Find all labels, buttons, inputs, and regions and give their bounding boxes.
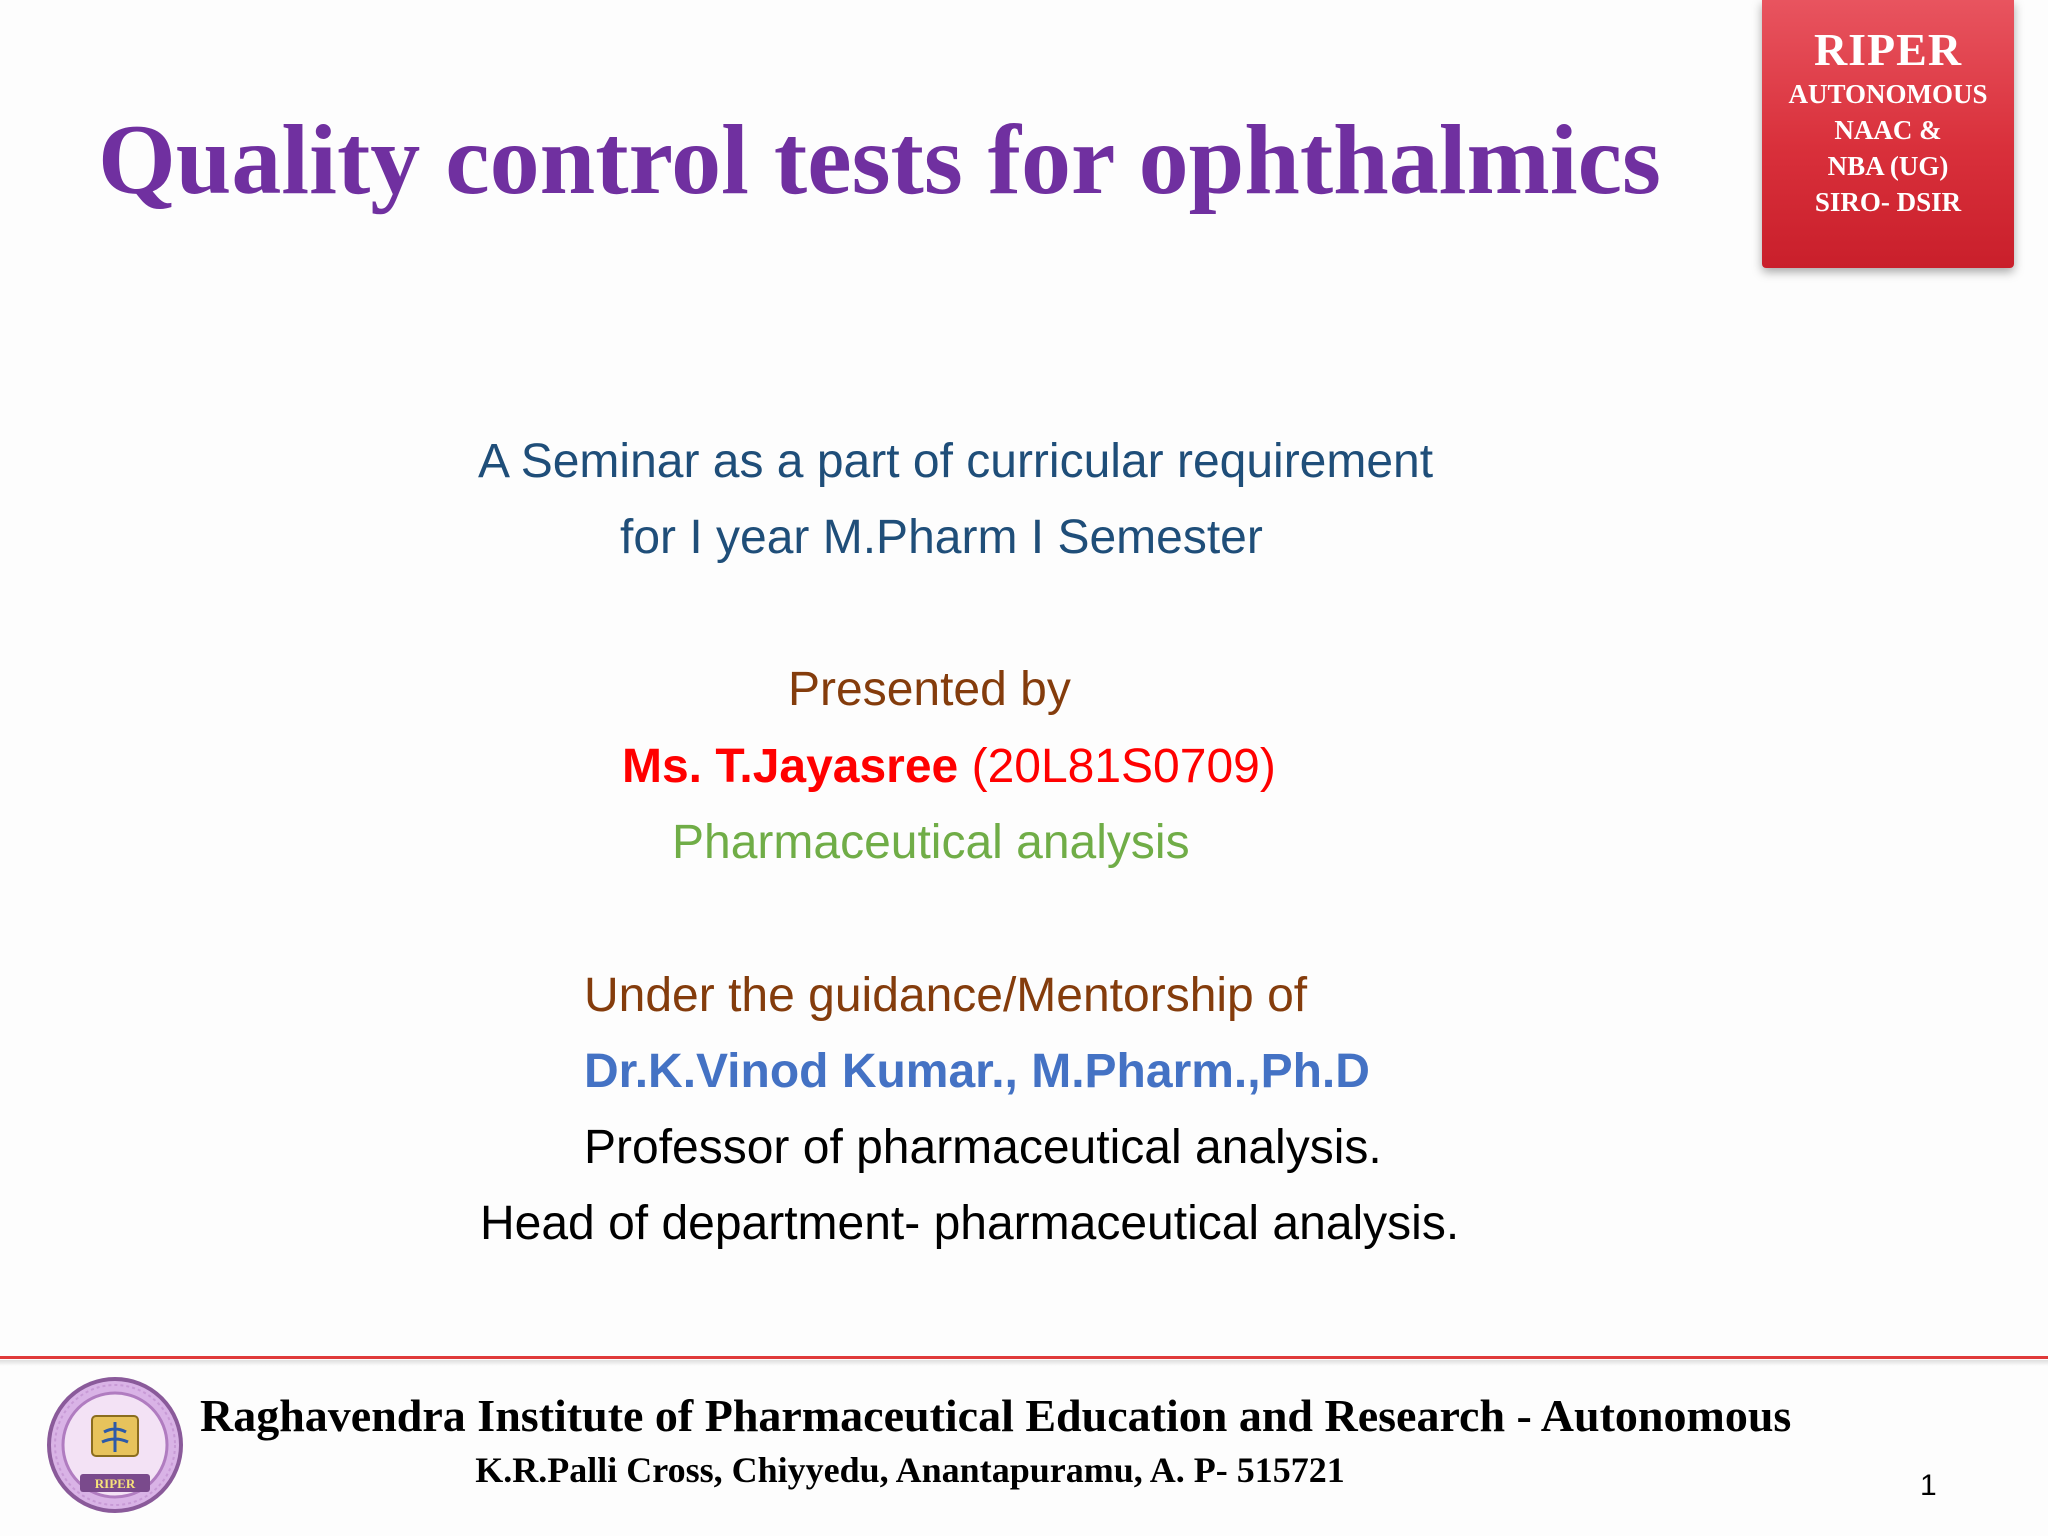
logo-text: RIPER xyxy=(94,1476,136,1491)
badge-line-siro: SIRO- DSIR xyxy=(1814,187,1962,217)
footer-divider xyxy=(0,1356,2048,1359)
badge-line-nba: NBA (UG) xyxy=(1827,151,1949,181)
institute-seal-icon xyxy=(40,1370,190,1520)
accreditation-badge xyxy=(1762,0,2014,268)
slide-title: Quality control tests for ophthalmics xyxy=(98,104,1661,215)
guide-name: Dr.K.Vinod Kumar., M.Pharm.,Ph.D xyxy=(584,1045,1370,1098)
guide-title: Professor of pharmaceutical analysis. xyxy=(584,1121,1382,1174)
badge-title: RIPER xyxy=(1813,24,1963,75)
page-number: 1 xyxy=(1920,1469,1937,1502)
presenter-name: Ms. T.Jayasree xyxy=(622,740,959,793)
presenter-department: Pharmaceutical analysis xyxy=(672,816,1190,869)
guide-hod: Head of department- pharmaceutical analysis. xyxy=(480,1197,1460,1250)
presenter-id: (20L81S0709) xyxy=(971,740,1276,793)
presenter xyxy=(622,737,1276,797)
badge-line-autonomous: AUTONOMOUS xyxy=(1788,79,1988,109)
seminar-line-2: for I year M.Pharm I Semester xyxy=(620,511,1263,564)
seminar-line-1: A Seminar as a part of curricular requirement xyxy=(478,435,1434,488)
institute-address: K.R.Palli Cross, Chiyyedu, Anantapuramu, A. P- 515721 xyxy=(475,1450,1345,1490)
institute-name: Raghavendra Institute of Pharmaceutical Education and Research - Autonomous xyxy=(200,1390,1792,1441)
guidance-heading: Under the guidance/Mentorship of xyxy=(584,969,1308,1022)
presented-by-label: Presented by xyxy=(788,663,1071,716)
badge-line-naac: NAAC & xyxy=(1834,115,1942,145)
footer-divider-shadow xyxy=(0,1360,2048,1366)
